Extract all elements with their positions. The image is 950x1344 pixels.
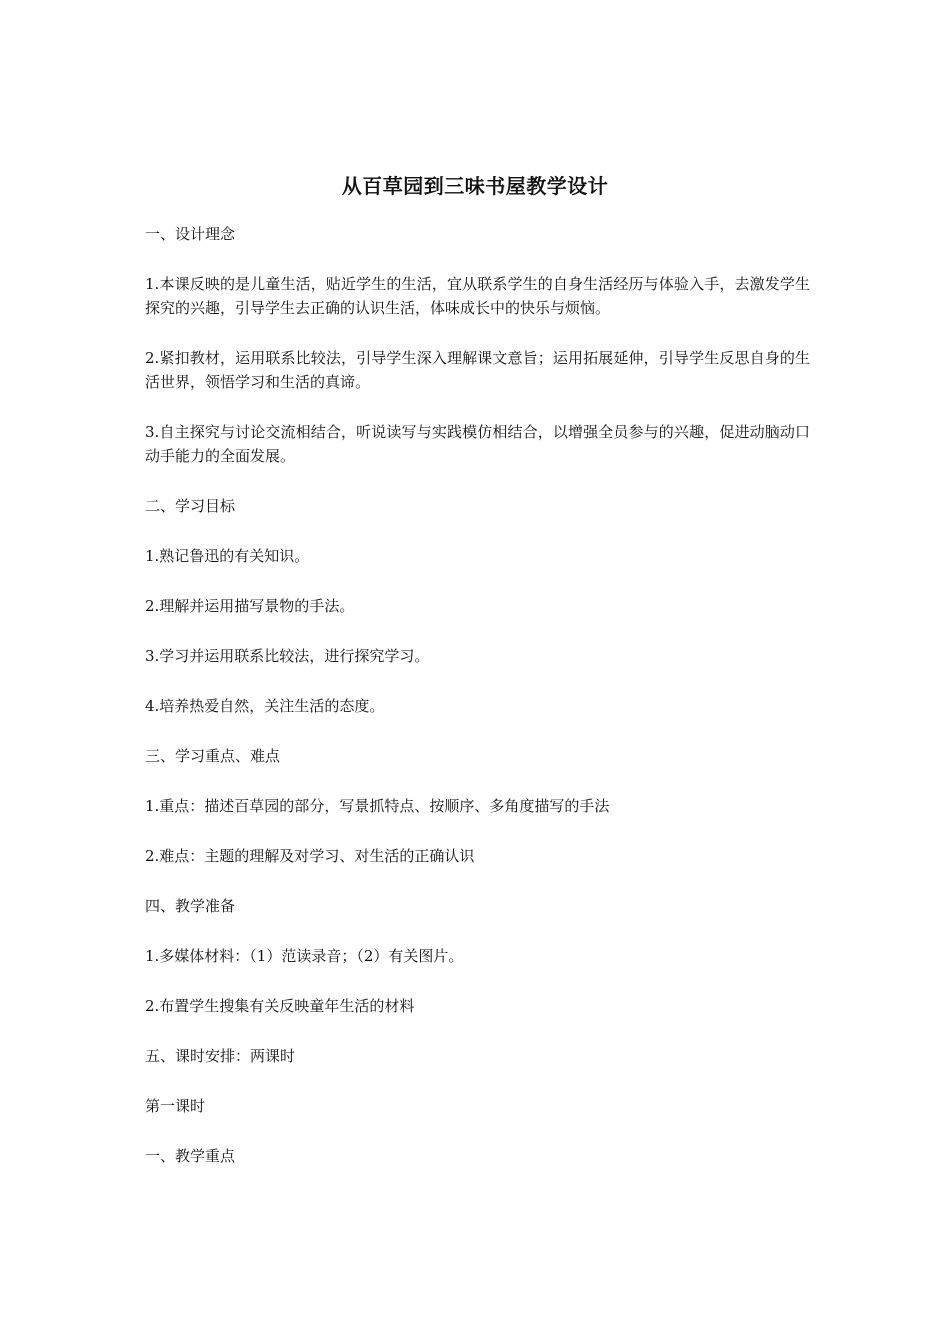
section-heading-design-philosophy: 一、设计理念 [145,225,236,243]
document-title: 从百草园到三味书屋教学设计 [341,174,609,198]
document-body [145,222,810,1194]
paragraph-design-3: 3.自主探究与讨论交流相结合，听说读写与实践模仿相结合，以增强全员参与的兴趣，促进动脑动口动手能力的全面发展。 [145,423,810,465]
paragraph-preparation-1: 1.多媒体材料：（1）范读录音；（2）有关图片。 [145,947,464,965]
section-heading-learning-goals: 二、学习目标 [145,497,236,515]
paragraph-preparation-2: 2.布置学生搜集有关反映童年生活的材料 [145,997,415,1015]
section-heading-teaching-focus: 一、教学重点 [145,1147,236,1165]
paragraph-goal-2: 2.理解并运用描写景物的手法。 [145,597,355,615]
paragraph-key-point-2: 2.难点：主题的理解及对学习、对生活的正确认识 [145,847,475,865]
paragraph-design-1: 1.本课反映的是儿童生活，贴近学生的生活，宜从联系学生的自身生活经历与体验入手，去激发学生探究的兴趣，引导学生去正确的认识生活，体味成长中的快乐与烦恼。 [145,275,810,317]
paragraph-goal-1: 1.熟记鲁迅的有关知识。 [145,547,310,565]
paragraph-design-2: 2.紧扣教材，运用联系比较法，引导学生深入理解课文意旨；运用拓展延伸，引导学生反思自身的生活世界，领悟学习和生活的真谛。 [145,349,810,391]
paragraph-goal-4: 4.培养热爱自然，关注生活的态度。 [145,697,385,715]
section-heading-preparation: 四、教学准备 [145,897,236,915]
paragraph-key-point-1: 1.重点：描述百草园的部分，写景抓特点、按顺序、多角度描写的手法 [145,797,610,815]
paragraph-first-lesson: 第一课时 [145,1097,206,1115]
paragraph-goal-3: 3.学习并运用联系比较法，进行探究学习。 [145,647,430,665]
section-heading-schedule: 五、课时安排：两课时 [145,1047,296,1065]
section-heading-key-points: 三、学习重点、难点 [145,747,281,765]
